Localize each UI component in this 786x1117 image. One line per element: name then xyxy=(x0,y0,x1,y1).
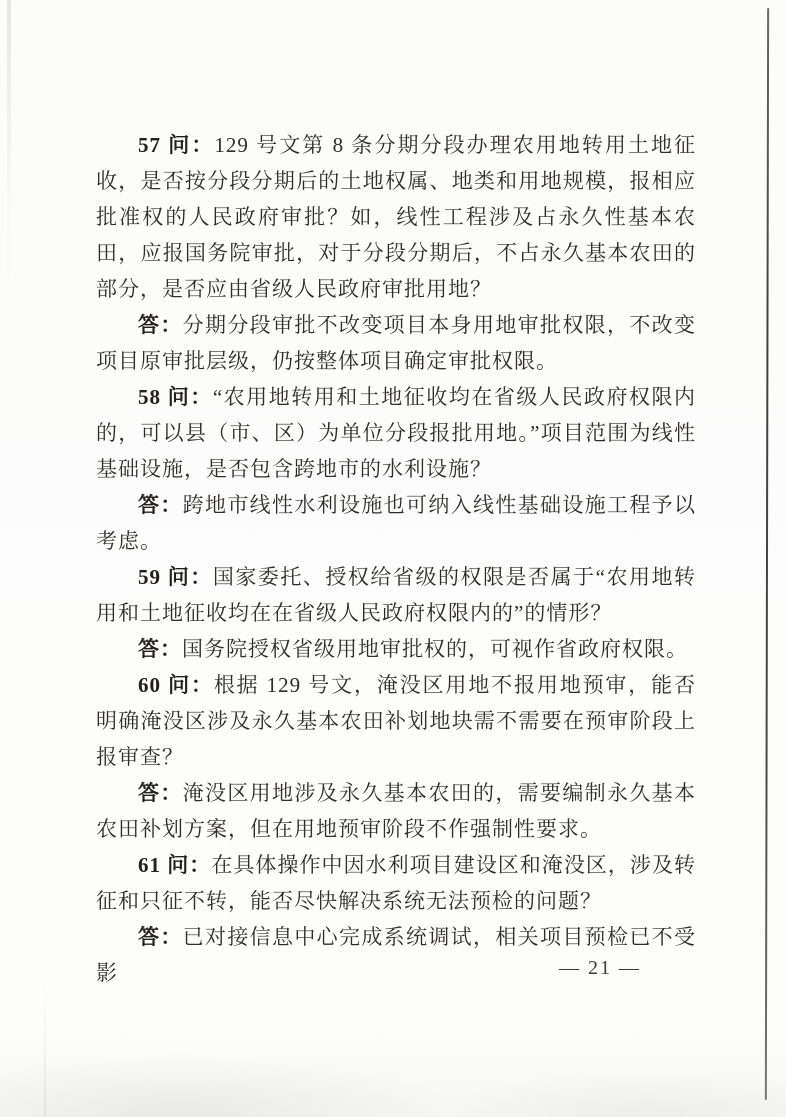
para-body: 根据 129 号文，淹没区用地不报用地预审，能否明确淹没区涉及永久基本农田补划地块需不需要在预审阶段上报审查？ xyxy=(96,673,697,769)
scan-streak-artifact xyxy=(44,975,46,1117)
qa-paragraph xyxy=(96,127,696,307)
qa-paragraph xyxy=(96,379,696,487)
qa-paragraph xyxy=(96,775,696,847)
para-prefix: 答： xyxy=(138,781,183,805)
para-body: 跨地市线性水利设施也可纳入线性基础设施工程予以考虑。 xyxy=(96,493,697,553)
page-edge-line xyxy=(765,8,769,1100)
para-body: 在具体操作中因水利项目建设区和淹没区，涉及转征和只征不转，能否尽快解决系统无法预检的问题？ xyxy=(96,853,696,913)
para-prefix: 58 问： xyxy=(138,385,213,409)
para-prefix: 59 问： xyxy=(138,565,213,589)
para-prefix: 60 问： xyxy=(138,673,214,697)
qa-paragraph xyxy=(96,919,696,991)
para-body: 已对接信息中心完成系统调试，相关项目预检已不受影 xyxy=(96,925,697,985)
qa-paragraph xyxy=(96,631,696,667)
para-body: 淹没区用地涉及永久基本农田的，需要编制永久基本农田补划方案，但在用地预审阶段不作强制性要求。 xyxy=(96,781,697,841)
para-prefix: 答： xyxy=(138,493,183,517)
scan-streak-artifact xyxy=(7,0,11,330)
qa-paragraph xyxy=(96,559,696,631)
text-column xyxy=(96,127,696,991)
qa-paragraph xyxy=(96,307,696,379)
para-prefix: 答： xyxy=(138,313,183,337)
qa-paragraph xyxy=(96,667,696,775)
para-prefix: 答： xyxy=(138,925,183,949)
qa-paragraph xyxy=(96,487,696,559)
para-prefix: 61 问： xyxy=(138,853,212,877)
page-number: — 21 — xyxy=(559,957,641,979)
qa-paragraph xyxy=(96,847,696,919)
para-body: “农用地转用和土地征收均在省级人民政府权限内的，可以县（市、区）为单位分段报批用地。”项目范围为线性基础设施，是否包含跨地市的水利设施？ xyxy=(96,385,697,481)
para-prefix: 57 问： xyxy=(138,133,215,157)
para-body: 国家委托、授权给省级的权限是否属于“农用地转用和土地征收均在在省级人民政府权限内的”的情形？ xyxy=(96,565,697,625)
para-body: 129 号文第 8 条分期分段办理农用地转用土地征收，是否按分段分期后的土地权属、地类和用地规模，报相应批准权的人民政府审批？如，线性工程涉及占永久性基本农田，应报国务院审批，对于分段分期后，不占永久基本农田的部分，是否应由省级人民政府审批用地？ xyxy=(96,133,697,301)
para-body: 国务院授权省级用地审批权的，可视作省政府权限。 xyxy=(182,637,688,661)
para-body: 分期分段审批不改变项目本身用地审批权限，不改变项目原审批层级，仍按整体项目确定审批权限。 xyxy=(96,313,697,373)
para-prefix: 答： xyxy=(138,637,182,661)
